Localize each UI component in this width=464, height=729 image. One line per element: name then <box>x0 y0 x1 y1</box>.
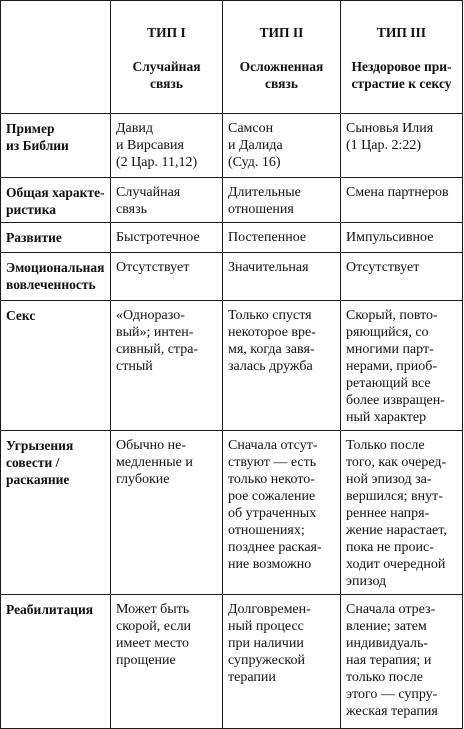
table-cell: Быстротечное <box>111 223 223 253</box>
table-cell: Случайная связь <box>111 178 223 223</box>
column-header-type-2 <box>223 1 341 114</box>
row-label: Реабилитация <box>1 595 111 729</box>
row-label: Общая характе- ристика <box>1 178 111 223</box>
table-row-sex <box>1 301 463 431</box>
table-cell: Импульсивное <box>341 223 463 253</box>
type-description: Осложненная связь <box>239 59 324 91</box>
type-description: Случайная связь <box>132 59 201 91</box>
row-label: Эмоциональная вовлеченность <box>1 253 111 301</box>
header-row <box>1 1 463 114</box>
row-label: Угрызения совести / раскаяние <box>1 431 111 595</box>
table-cell: Только спустя некоторое вре- мя, когда завя- залась дружба <box>223 301 341 431</box>
table-row-general-characteristic <box>1 178 463 223</box>
column-header-type-1 <box>111 1 223 114</box>
table-cell: Обычно не- медленные и глубокие <box>111 431 223 595</box>
table-row-rehabilitation <box>1 595 463 729</box>
row-label: Развитие <box>1 223 111 253</box>
table-cell: Самсон и Далида (Суд. 16) <box>223 114 341 178</box>
table-cell: Скорый, повто- ряющийся, со многими парт- нерами, приоб- ретающий все более извращен- ный характер <box>341 301 463 431</box>
table-cell: Длительные отношения <box>223 178 341 223</box>
type-code: ТИП I <box>147 25 186 40</box>
table-cell: Отсутствует <box>341 253 463 301</box>
table-row-development <box>1 223 463 253</box>
table-row-remorse <box>1 431 463 595</box>
table-row-bible-example <box>1 114 463 178</box>
row-label: Секс <box>1 301 111 431</box>
table-row-emotional-involvement <box>1 253 463 301</box>
table-cell: Значительная <box>223 253 341 301</box>
table-cell: Только после того, как очеред- ной эпизод за- вершился; внут- реннее напря- жение нарастает, пока не проис- ходит очередной эпизод <box>341 431 463 595</box>
table-cell: Сначала отрез- вление; затем индивидуаль- ная терапия; и только после этого — супру- жеская терапия <box>341 595 463 729</box>
table-cell: Давид и Вирсавия (2 Цар. 11,12) <box>111 114 223 178</box>
type-code: ТИП II <box>259 25 304 40</box>
table-cell: Может быть скорой, если имеет место прощение <box>111 595 223 729</box>
type-description: Нездоровое при- страстие к сексу <box>351 59 452 91</box>
table-cell: Сначала отсут- ствуют — есть только некото- рое сожаление об утраченных отношениях; позднее раская- ние возможно <box>223 431 341 595</box>
column-header-type-3 <box>341 1 463 114</box>
table-cell: Постепенное <box>223 223 341 253</box>
table-cell: Смена партнеров <box>341 178 463 223</box>
corner-cell <box>1 1 111 114</box>
type-code: ТИП III <box>376 25 427 40</box>
table-cell: Сыновья Илия (1 Цар. 2:22) <box>341 114 463 178</box>
table-cell: Долговремен- ный процесс при наличии супружеской терапии <box>223 595 341 729</box>
table-cell: «Одноразо- вый»; интен- сивный, стра- стный <box>111 301 223 431</box>
table-cell: Отсутствует <box>111 253 223 301</box>
row-label: Пример из Библии <box>1 114 111 178</box>
